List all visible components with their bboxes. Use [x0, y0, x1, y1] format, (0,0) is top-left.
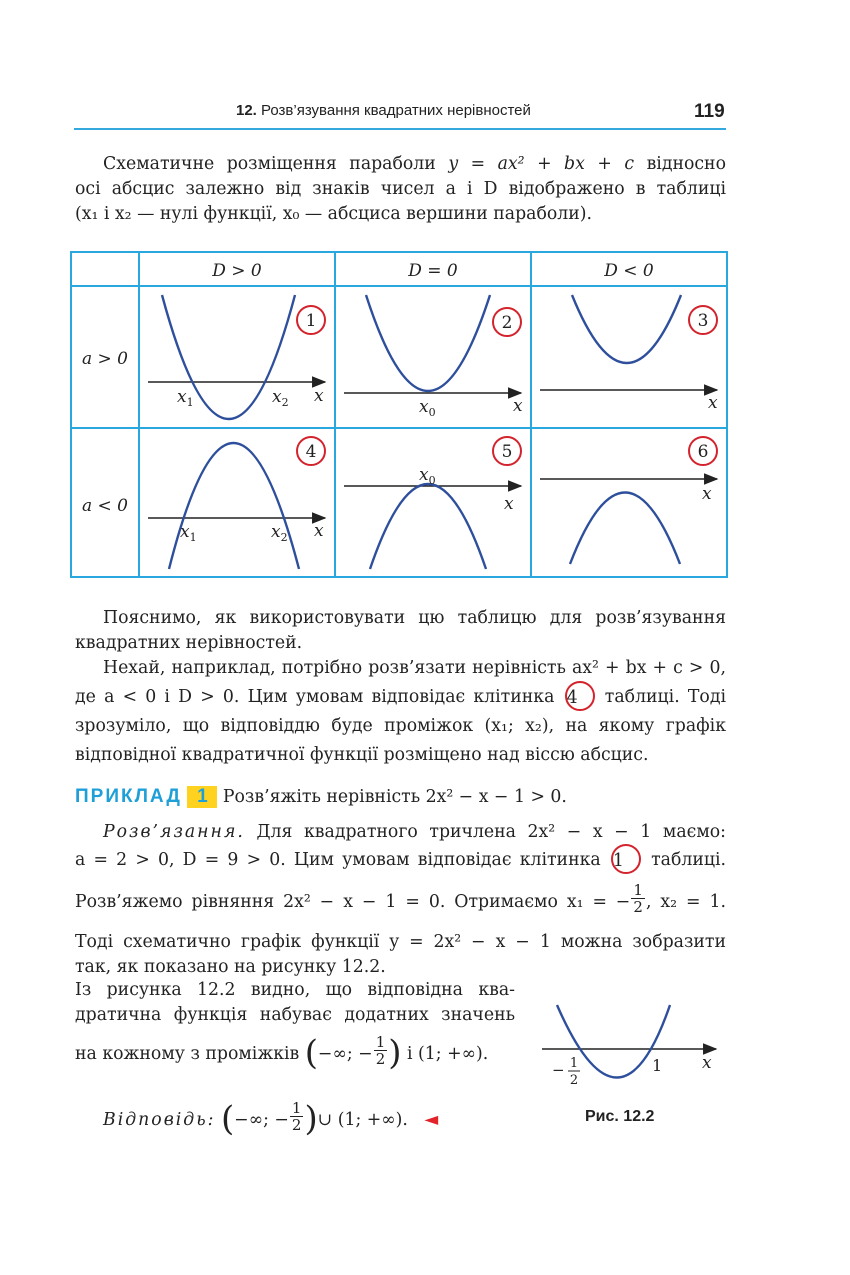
explain-line-4a: де a < 0 і D > 0. Цим умовам відповідає клітинка: [75, 687, 555, 707]
example-label: ПРИКЛАД: [75, 786, 182, 807]
solution-label: Розв’язання.: [103, 822, 245, 842]
row-header-a-negative: a < 0: [81, 496, 129, 516]
col-header-d-negative: D < 0: [604, 261, 654, 281]
answer-label: Відповідь:: [103, 1110, 216, 1130]
explain-paragraph-1: [75, 606, 726, 656]
col-header-d-zero: D = 0: [408, 261, 458, 281]
example-task: Розв’яжіть нерівність 2x² − x − 1 > 0.: [222, 787, 567, 807]
row-header-a-positive: a > 0: [81, 349, 129, 369]
conclusion-line-3a: на кожному з проміжків: [75, 1044, 300, 1064]
figure-caption: Рис. 12.2: [585, 1108, 655, 1125]
solution-line-3a: Розв’яжемо рівняння 2x² − x − 1 = 0. Отримаємо x₁ = −: [75, 892, 631, 912]
root-x2-cell-4: $x_2$: [271, 522, 288, 544]
conclusion-line-1: Із рисунка 12.2 видно, що відповідна ква-: [75, 980, 515, 1000]
solution-line-3b: , x₂ = 1.: [645, 892, 726, 912]
parabola-cell-5: [370, 484, 486, 569]
explain-paragraph-2: [75, 654, 726, 770]
x-label-cell-6: x: [702, 484, 712, 504]
figure-root-left-den: 2: [569, 1073, 579, 1088]
parabola-formula: y = ax² + bx + c: [448, 154, 635, 174]
figure-root-left-num: 1: [569, 1056, 579, 1071]
parabola-cell-2: [366, 295, 490, 391]
parabola-table: [70, 251, 730, 579]
solution-paragraph: [75, 818, 726, 874]
badge-number-2: 2: [501, 313, 513, 333]
figure-root-right: 1: [652, 1056, 663, 1075]
x-label-cell-2: x: [513, 396, 523, 416]
solution-graph-text: [75, 930, 726, 980]
vertex-x0-cell-2: $x_0$: [419, 397, 436, 419]
end-of-example-marker: ◄: [424, 1109, 439, 1130]
parabola-cell-4: [169, 443, 299, 569]
explain-line-4b: таблиці. Тоді: [604, 687, 726, 707]
page-number: 119: [694, 101, 725, 122]
running-header: [236, 102, 531, 119]
answer-line: Відповідь: (−∞; − $\frac{1}{2}$ )∪ (1; +∞). ◄: [103, 1098, 439, 1139]
parabola-cell-3: [572, 295, 681, 363]
x-label-cell-5: x: [504, 494, 514, 514]
x-label-cell-4: x: [314, 521, 324, 541]
answer-interval-left: −∞; −: [234, 1110, 289, 1130]
figure-root-left-minus: −: [552, 1061, 565, 1079]
table-grid: [71, 252, 727, 577]
answer-fraction: $\frac{1}{2}$: [291, 1099, 302, 1134]
root-x1-cell-1: $x_1$: [177, 387, 194, 409]
fraction-one-half: $\frac{1}{2}$: [633, 881, 643, 916]
badge-number-5: 5: [501, 442, 513, 462]
header-rule: [74, 128, 726, 130]
example-heading: [75, 786, 567, 808]
cell-reference-badge-4: 4: [565, 681, 595, 711]
vertex-x0-cell-5: $x_0$: [419, 465, 436, 487]
section-title: Розв’язування квадратних нерівностей: [261, 102, 531, 119]
solution-line-1: Для квадратного тричлена 2x² − x − 1 маємо:: [256, 822, 726, 842]
badge-number-6: 6: [697, 442, 709, 462]
explain-line-2: квадратних нерівностей.: [75, 633, 303, 653]
solution-line-5: так, як показано на рисунку 12.2.: [75, 957, 386, 977]
solution-roots: [75, 881, 726, 916]
explain-line-5: зрозуміло, що відповіддю буде проміжок (x₁; x₂), на якому графік: [75, 716, 726, 736]
intro-line-3: (x₁ і x₂ — нулі функції, x₀ — абсциса вершини параболи).: [75, 204, 593, 224]
solution-line-2b: таблиці.: [651, 850, 726, 870]
interval-left: −∞; −: [318, 1044, 373, 1064]
col-header-d-positive: D > 0: [212, 261, 262, 281]
root-x2-cell-1: $x_2$: [272, 387, 289, 409]
fraction-one-half-2: $\frac{1}{2}$: [375, 1033, 386, 1068]
badge-number-4: 4: [305, 442, 317, 462]
solution-line-2a: a = 2 > 0, D = 9 > 0. Цим умовам відповідає клітинка: [75, 850, 601, 870]
intro-line-2: осі абсцис залежно від знаків чисел a і D відображено в таблиці: [75, 179, 726, 199]
section-number: 12.: [236, 102, 257, 119]
explain-line-3: Нехай, наприклад, потрібно розв’язати нерівність ax² + bx + c > 0,: [103, 658, 726, 678]
cell-reference-badge-1: 1: [611, 844, 641, 874]
intro-paragraph: [75, 152, 726, 227]
explain-line-1: Пояснимо, як використовувати цю таблицю для розв’язування: [103, 608, 726, 628]
conclusion-paragraph: Із рисунка 12.2 видно, що відповідна ква- дратична функція набуває додатних значень на кожному з проміжків (−∞; − $\frac{1}{2}$ ) і (1; +∞).: [75, 980, 515, 1073]
explain-line-6: відповідної квадратичної функції розміщено над віссю абсцис.: [75, 745, 649, 765]
x-label-cell-3: x: [708, 393, 718, 413]
x-label-cell-1: x: [314, 386, 324, 406]
figure-12-2: [538, 1000, 728, 1095]
badge-number-3: 3: [697, 311, 709, 331]
badge-number-1: 1: [305, 311, 317, 331]
answer-union-interval: ∪ (1; +∞).: [317, 1110, 408, 1130]
parabola-cell-6: [570, 493, 680, 565]
solution-line-4: Тоді схематично графік функції y = 2x² − x − 1 можна зобразити: [75, 932, 726, 952]
conclusion-line-3b: і (1; +∞).: [407, 1044, 489, 1064]
conclusion-line-2: дратична функція набуває додатних значень: [75, 1005, 515, 1025]
example-number: 1: [187, 786, 217, 808]
intro-line-1: Схематичне розміщення параболи y = ax² + bx + c відносно: [103, 154, 726, 174]
figure-axis-label: x: [702, 1053, 712, 1073]
root-x1-cell-4: $x_1$: [180, 522, 197, 544]
